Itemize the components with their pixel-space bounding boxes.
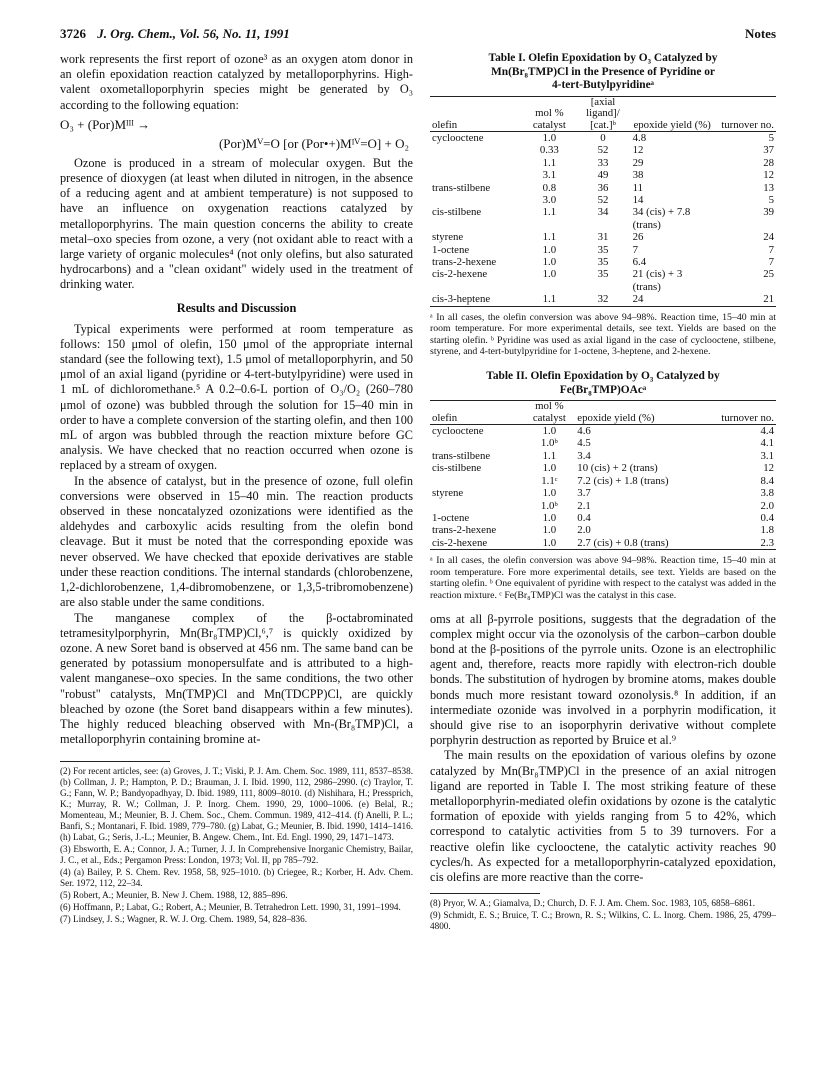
table-cell: 7 [768, 256, 774, 269]
table-cell: cis-3-heptene [432, 293, 491, 306]
equation-line-1: O₃ + (Por)Mᴵᴵᴵ → [60, 116, 151, 132]
table-cell: 1.1 [542, 449, 557, 462]
table-cell: 52 [597, 194, 609, 207]
table-cell: 12 [763, 462, 774, 475]
footnote: (4) (a) Bailey, P. S. Chem. Rev. 1958, 58, 925–1010. (b) Criegee, R.; Korber, H. Adv. Chem. Ser. 1972, 112, 22–34. [60, 867, 413, 889]
footnote-divider [430, 893, 540, 894]
table-cell: 0 [600, 132, 606, 144]
table-cell: 0.4 [577, 511, 591, 524]
footnote: (7) Lindsey, J. S.; Wagner, R. W. J. Org. Chem. 1989, 54, 828–836. [60, 914, 308, 925]
table-1-body [430, 132, 776, 307]
table-2-title-line-2: Fe(Br₈TMP)OAcᵃ [559, 383, 647, 396]
table-cell: 29 [632, 156, 644, 169]
table-cell: 2.0 [577, 524, 591, 537]
table-2-grid [430, 400, 776, 550]
table-cell: 5 [768, 194, 774, 207]
table-cell: 49 [597, 169, 609, 182]
table-cell: styrene [432, 231, 464, 244]
table-1-title-line-2: Mn(Br₈TMP)Cl in the Presence of Pyridine or [490, 65, 715, 78]
right-column [430, 52, 776, 933]
table-cell: 31 [597, 231, 609, 244]
table-2-body [430, 425, 776, 550]
table-1 [430, 52, 776, 358]
table-cell: 2.7 (cis) + 0.8 (trans) [577, 536, 669, 549]
table-2 [430, 370, 776, 601]
table-cell: trans-2-hexene [432, 524, 497, 537]
table-row [430, 157, 776, 169]
table-cell: 21 [763, 293, 774, 306]
table-cell [430, 144, 523, 156]
column-header: mol % catalyst [532, 107, 566, 131]
table-1-title-line-1: Table I. Olefin Epoxidation by O₃ Catalyzed by [488, 52, 718, 64]
table-cell: cis-stilbene [432, 462, 482, 475]
table-cell: 0.4 [760, 511, 774, 524]
column-header: olefin [432, 118, 458, 131]
running-header [60, 26, 776, 44]
table-cell: 35 [597, 243, 609, 256]
column-header: turnover no. [721, 411, 774, 424]
table-row [430, 293, 776, 306]
table-cell: cis-2-hexene [432, 536, 488, 549]
table-cell: 32 [597, 293, 609, 306]
left-footnotes [60, 766, 413, 925]
table-cell: 4.8 [632, 132, 647, 144]
table-2-title-line-1: Table II. Olefin Epoxidation by O₃ Catalyzed by [486, 370, 720, 383]
intro-paragraph: work represents the first report of ozone³ as an oxygen atom donor in an olefin epoxidation reaction catalyzed by metalloporphyrins. High-valent oxometalloporphyrin species might be generated by O₃ according to the following equation: [60, 52, 413, 112]
table-row [430, 462, 776, 474]
table-cell: 35 [597, 256, 609, 269]
table-cell: 33 [597, 156, 609, 169]
table-cell: 3.1 [760, 449, 774, 462]
table-cell: 1.0 [542, 268, 557, 281]
table-cell: 3.8 [760, 487, 774, 500]
table-row [430, 144, 776, 156]
table-row [430, 450, 776, 462]
table-cell: 1.0 [542, 462, 557, 475]
table-cell: 13 [763, 181, 774, 194]
table-cell [430, 157, 523, 169]
table-cell: 3.4 [577, 449, 591, 462]
table-row [430, 256, 776, 268]
table-cell [430, 194, 523, 206]
table-cell: 12 [632, 144, 644, 157]
table-row [430, 244, 776, 256]
table-cell: 3.0 [542, 194, 557, 207]
table-row [430, 512, 776, 524]
section-label: Notes [744, 26, 776, 41]
table-cell: cyclooctene [432, 425, 484, 438]
footnote: (3) Ebsworth, E. A.; Connor, J. A.; Turner, J. J. In Comprehensive Inorganic Chemistry, Bailar, J. C., et al., Eds.; Pergamon Press: London, 1973; Vol. II, pp 785–792. [60, 844, 413, 866]
footnote: (6) Hoffmann, P.; Labat, G.; Robert, A.; Meunier, B. Tetrahedron Lett. 1990, 31, 1991–1994. [60, 902, 401, 913]
table-cell: 1.0 [542, 256, 557, 269]
page-number: 3726 [60, 26, 86, 41]
table-row [430, 437, 776, 449]
table-cell: 1.1 [542, 231, 557, 244]
table-cell: 7 [768, 243, 774, 256]
table-cell: 38 [632, 169, 644, 182]
footnote: (5) Robert, A.; Meunier, B. New J. Chem. 1988, 12, 885–896. [60, 890, 288, 901]
table-cell: 1.0ᵇ [540, 437, 558, 450]
column-header: epoxide yield (%) [633, 118, 711, 131]
table-cell: 3.7 [577, 487, 591, 500]
table-cell: cyclooctene [432, 132, 484, 144]
table-cell: 12 [763, 169, 774, 182]
table-cell: 36 [597, 181, 609, 194]
table-cell [430, 475, 523, 487]
footnote-divider [60, 761, 170, 762]
table-row [430, 524, 776, 536]
footnote: (9) Schmidt, E. S.; Bruice, T. C.; Brown, R. S.; Wilkins, C. L. Inorg. Chem. 1986, 25, 4799–4800. [430, 910, 776, 932]
table-cell [430, 500, 523, 512]
table-cell: 1.0 [542, 487, 557, 500]
table-cell: 39 [763, 206, 774, 219]
table-1-grid [430, 96, 776, 307]
footnote: (2) For recent articles, see: (a) Groves, J. T.; Viski, P. J. Am. Chem. Soc. 1989, 111, 8537–8538. (b) Collman, J. P.; Hampton, P. D.; Brauman, J. I. Ibid. 1990, 112, 2986–2990. (c) Traylor, T. G.; Fann, W. P.; Bandyopadhyay, D. Ibid. 1989, 111, 8009–8010. (d) Nishihara, H.; Pressprich, K.; Murray, R. W.; Collman, J. P. Inorg. Chem. 1990, 29, 1000–1006. (e) Belal, R.; Momenteau, M.; Meunier, B. J. Chem. Soc., Chem. Commun. 1989, 412–414. (f) Anelli, P. L.; Banfi, S.; Montanari, F. Ibid. 1989, 779–780. (g) Labat, G.; Meunier, B. Ibid. 1990, 1414–1416. (h) Labat, G.; Seris, J.-L.; Meunier, B. Angew. Chem., Int. Ed. Engl. 1990, 29, 1471–1473. [60, 766, 413, 843]
results-paragraph-2: In the absence of catalyst, but in the presence of ozone, full olefin conversions were observed in 15–40 min. The reaction products observed in these noncatalyzed ozonizations were identified as the aldehydes and carboxylic acids resulting from the olefin bond cleavage. But it must be noted that the corresponding epoxide was never observed. We have checked that epoxide derivatives are stable under these reaction conditions. The internal standards (chlorobenzene, 1,2-dichlorobenzene, 1,4-dibromobenzene, or 1,3,5-tribromobenzene) are also stable under the same conditions. [60, 473, 413, 610]
table-cell: 5 [768, 132, 774, 144]
table-cell: 25 [763, 268, 774, 281]
table-cell: 21 (cis) + 3 (trans) [632, 268, 683, 293]
table-cell: 3.1 [542, 169, 557, 182]
table-row [430, 231, 776, 243]
table-row [430, 537, 776, 550]
table-row [430, 169, 776, 181]
table-cell: 1.0 [542, 524, 557, 537]
table-cell: 1.0ᵇ [540, 499, 558, 512]
table-cell: 24 [763, 231, 774, 244]
table-cell: trans-stilbene [432, 181, 491, 194]
table-cell: 1.1 [542, 156, 557, 169]
table-1-title-line-3: 4-tert-Butylpyridineᵃ [551, 79, 655, 91]
table-cell: 4.6 [577, 425, 591, 438]
table-cell: 24 [632, 293, 644, 306]
table-cell: 1.8 [760, 524, 774, 537]
continuation-paragraph: oms at all β-pyrrole positions, suggests that the degradation of the complex might occur via the ozonolysis of the carbon–carbon double bond at the β-positions of the pyrrole units. Ozone is an electrophilic agent and, therefore, reacts more rapidly with electron-rich double bonds. The substitution of hydrogen by bromine atoms, makes double bonds much more resistant toward ozonolysis.⁸ In addition, if an intermediate ozonide was involved in a porphyrin modification, it should give rise to an isoporphyrin derivative without complete porphyrin destruction as reported by Bruice et al.⁹ [430, 611, 776, 748]
right-footnotes [430, 898, 776, 932]
table-cell: 26 [632, 231, 644, 244]
table-cell: 7 [632, 243, 639, 256]
table-cell: 2.0 [760, 499, 774, 512]
table-cell: 2.3 [760, 536, 774, 549]
table-cell: 1.1ᶜ [541, 474, 558, 487]
table-cell [430, 437, 523, 449]
table-cell: 6.4 [632, 256, 647, 269]
table-cell: 1-octene [432, 511, 470, 524]
table-cell: 4.5 [577, 437, 591, 450]
table-1-footnote: ᵃ In all cases, the olefin conversion was above 94–98%. Reaction time, 15–40 min at room temperature. For more experimental details, see text. Yields are based on the starting olefin. ᵇ Pyridine was used as axial ligand in the case of cyclooctene, stilbene, styrene, and 4-tert-butylpyridine for 1-octene, 3-heptene, and 2-hexene. [430, 311, 776, 358]
table-cell: 34 (cis) + 7.8 (trans) [632, 206, 691, 231]
table-cell: trans-2-hexene [432, 256, 497, 269]
section-heading: Results and Discussion [176, 300, 297, 315]
main-results-paragraph: The main results on the epoxidation of various olefins by ozone catalyzed by Mn(Br₈TMP)Cl in the presence of an axial nitrogen ligand are reported in Table I. The most striking feature of these metalloporphyrin-mediated olefin oxidations by ozone is the catalytic formation of epoxide with yields ranging from 5 to 42%, which correspond to catalytic activities from 5 to 39 turnovers. For a reactive olefin like cyclooctene, the catalytic activity reaches 90 cycles/h. As expected for a metalloporphyrin-catalyzed epoxidation, cis olefins are more reactive than the corre- [430, 748, 776, 884]
column-header: turnover no. [721, 118, 774, 131]
table-cell: 1.0 [542, 511, 557, 524]
table-cell: 37 [763, 144, 774, 157]
table-row [430, 487, 776, 499]
table-cell: 0.33 [539, 144, 559, 157]
table-cell: 0.8 [542, 181, 557, 194]
table-row [430, 194, 776, 206]
column-header: epoxide yield (%) [577, 411, 655, 424]
journal-citation: J. Org. Chem., Vol. 56, No. 11, 1991 [97, 26, 290, 41]
table-cell: 8.4 [760, 474, 774, 487]
table-cell: trans-stilbene [432, 449, 491, 462]
table-row [430, 182, 776, 194]
table-cell: 52 [597, 144, 609, 157]
table-cell: 1-octene [432, 243, 470, 256]
table-row [430, 475, 776, 487]
table-cell: 1.0 [542, 243, 557, 256]
column-header: mol % catalyst [532, 400, 566, 424]
table-cell: 4.1 [760, 437, 774, 450]
equation-line-2: (Por)Mⱽ=O [or (Por•+)Mᴵⱽ=O] + O₂ [218, 135, 409, 151]
results-paragraph-1: Typical experiments were performed at room temperature as follows: 150 μmol of olefin, 150 μmol of the appropriate internal standard (see the following text), 1.5 μmol of metalloporphyrin, and 50 μmol of an axial ligand (pyridine or 4-tert-butylpyridine) were used in 1 mL of dichloromethane.⁵ A 0.2–0.6-L portion of O₃/O₂ (260–780 μmol of ozone) was bubbled through the solution for 15–40 min in order to have a complete conversion of the starting olefin, and then 100 mL of argon was bubbled through the reaction mixture before GC analysis. We have checked that no reaction occurred when ozone is replaced by a stream of oxygen. [60, 321, 413, 473]
table-row [430, 132, 776, 145]
table-cell: 34 [597, 206, 609, 219]
table-cell: styrene [432, 487, 464, 500]
column-header: olefin [432, 411, 458, 424]
table-cell: 1.1 [542, 206, 557, 219]
table-cell: 4.4 [760, 425, 774, 438]
table-cell: 7.2 (cis) + 1.8 (trans) [577, 474, 669, 487]
table-cell: 1.0 [542, 536, 557, 549]
footnote: (8) Pryor, W. A.; Giamalva, D.; Church, D. F. J. Am. Chem. Soc. 1983, 105, 6858–6861. [430, 898, 756, 909]
left-column [60, 52, 413, 926]
table-cell: 28 [763, 156, 774, 169]
results-paragraph-3: The manganese complex of the β-octabrominated tetramesitylporphyrin, Mn(Br₈TMP)Cl,⁶,⁷ is quickly oxidized by ozone. A new Soret band is observed at 456 nm. The same band can be generated by potassium monopersulfate and is attributed to a high-valent manganese–oxo species. In the same conditions, the two other "robust" catalysts, Mn(TMP)Cl and Mn(TDCPP)Cl, are quickly bleached by ozone (the Soret band disappears within a few minutes). The highly reduced bleaching observed with Mn-(Br₈TMP)Cl, a metalloporphyrin containing bromine at- [60, 610, 413, 747]
table-cell: 35 [597, 268, 609, 281]
table-row [430, 206, 776, 231]
column-header: [axial ligand]/ [cat.]ᵇ [586, 95, 620, 131]
table-cell: 11 [632, 181, 644, 194]
table-row [430, 500, 776, 512]
table-cell: 1.1 [542, 293, 557, 306]
table-cell: cis-2-hexene [432, 268, 488, 281]
ozone-paragraph: Ozone is produced in a stream of molecular oxygen. But the presence of dioxygen (at least when diluted in nitrogen, in the absence of a reducing agent and at ambient temperature) is not supposed to have an influence on oxygenation reactions catalyzed by metalloporphyrins. The main question concerns the ability to create metal–oxo species from ozone, a very (not oxidant able to react with a large variety of organic molecules⁴ (not only olefins, but also saturated hydrocarbons) and a "clean oxidant" widely used in the treatment of drinking water. [60, 155, 413, 292]
table-row [430, 268, 776, 293]
table-cell: 10 (cis) + 2 (trans) [577, 462, 658, 475]
table-cell: 14 [632, 194, 644, 207]
table-row [430, 425, 776, 438]
table-cell: 1.0 [542, 132, 557, 144]
table-cell: 2.1 [577, 499, 591, 512]
table-cell [430, 169, 523, 181]
table-cell: 1.0 [542, 425, 557, 438]
table-cell: cis-stilbene [432, 206, 482, 219]
table-2-footnote: ᵃ In all cases, the olefin conversion was above 94–98%. Reaction time, 15–40 min at room temperature. Fore more experimental details, see text. Yields are based on the starting olefin. ᵇ One equivalent of pyridine with respect to the catalyst was added in the reaction mixture. ᶜ Fe(Br₈TMP)Cl was the catalyst in this case. [430, 555, 776, 601]
